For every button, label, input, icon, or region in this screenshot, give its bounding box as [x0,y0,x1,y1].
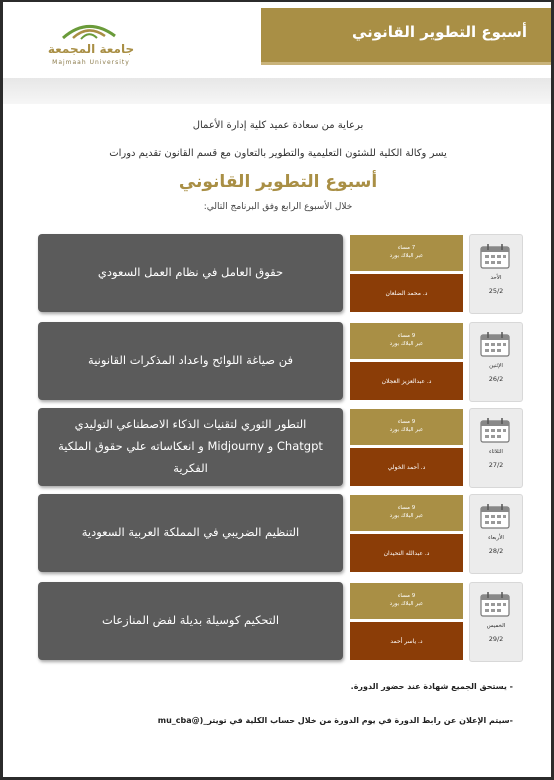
session-date: 27/2 [488,461,504,469]
header-title: أسبوع التطوير القانوني [351,23,527,41]
session-date: 29/2 [488,635,504,643]
session-speaker-box [350,448,463,486]
session-topic-card [38,322,343,400]
session-day-card [469,582,523,662]
session-speaker: د. أحمد الخولي [387,463,426,471]
session-platform: عبر البلاك بورد [389,513,424,519]
session-day: الخميس [486,623,506,629]
session-day: الثلاثاء [489,449,503,455]
main-title: أسبوع التطوير القانوني [178,172,378,192]
session-date: 28/2 [488,547,504,555]
calendar-icon [480,417,510,443]
session-platform: عبر البلاك بورد [389,427,424,433]
calendar-icon [480,503,510,529]
session-day-card [469,322,523,402]
session-time: 9 مساء [397,593,416,600]
session-date: 26/2 [488,375,504,383]
session-row [38,582,521,662]
session-platform: عبر البلاك بورد [389,341,424,347]
session-platform: عبر البلاك بورد [389,601,424,607]
schedule-subtitle: خلال الأسبوع الرابع وفق البرنامج التالي: [203,202,353,212]
session-time-box [350,495,463,531]
session-time: 7 مساء [397,245,416,252]
session-speaker-box [350,534,463,572]
calendar-icon [480,591,510,617]
session-topic: التنظيم الضريبي في المملكة العربية السعودية [81,525,300,540]
poster-page [3,2,551,777]
session-row [38,234,521,314]
session-topic: التحكيم كوسيلة بديلة لفض المنازعات [101,613,280,628]
logo-english-text: Majmaah University [52,59,130,66]
session-topic: التطور الثوري لتقنيات الذكاء الاصطناعي التوليدي Chatgpt و Midjourny و انعكاساته علي حقوق الملكية الفكرية [58,417,323,475]
session-time-box [350,323,463,359]
title-bar [261,8,551,65]
logo-arabic-text: جامعة المجمعة [47,42,135,56]
session-topic-card [38,234,343,312]
session-time: 9 مساء [397,419,416,426]
session-topic-card [38,408,343,486]
header-band [3,2,551,78]
session-day-card [469,234,523,314]
patronage-line: برعاية من سعادة عميد كلية إدارة الأعمال [192,120,364,131]
session-time-box [350,583,463,619]
session-topic: حقوق العامل في نظام العمل السعودي [97,265,284,280]
session-day: الأربعاء [488,535,504,541]
session-row [38,494,521,574]
session-speaker: د. ياسر أحمد [390,637,423,645]
link-announcement-note: -سيتم الإعلان عن رابط الدورة في يوم الدورة من خلال حساب الكلية في تويتر_(@mu_cba [157,716,513,725]
session-topic: فن صياغة اللوائح واعداد المذكرات القانونية [88,353,293,368]
certificate-note: - يستحق الجميع شهادة عند حضور الدورة. [350,682,513,691]
calendar-icon [480,243,510,269]
header-divider-band [3,78,551,104]
session-day: الإثنين [489,363,503,369]
session-time: 9 مساء [397,505,416,512]
session-speaker: د. عبدالله التحيدان [383,549,430,557]
session-speaker: د. عبدالعزيز العجلان [381,377,432,385]
session-day-card [469,494,523,574]
session-speaker: د. محمد الضلعان [385,289,428,297]
session-day-card [469,408,523,488]
session-day: الأحد [490,275,502,281]
session-time: 9 مساء [397,333,416,340]
session-speaker-box [350,622,463,660]
session-topic-card [38,494,343,572]
calendar-icon [480,331,510,357]
session-topic-card [38,582,343,660]
session-date: 25/2 [488,287,504,295]
session-time-box [350,235,463,271]
announcement-line: يسر وكالة الكلية للشئون التعليمية والتطوير بالتعاون مع قسم القانون تقديم دورات [109,148,447,159]
session-row [38,322,521,402]
session-speaker-box [350,274,463,312]
session-row [38,408,521,488]
session-platform: عبر البلاك بورد [389,253,424,259]
session-speaker-box [350,362,463,400]
session-time-box [350,409,463,445]
